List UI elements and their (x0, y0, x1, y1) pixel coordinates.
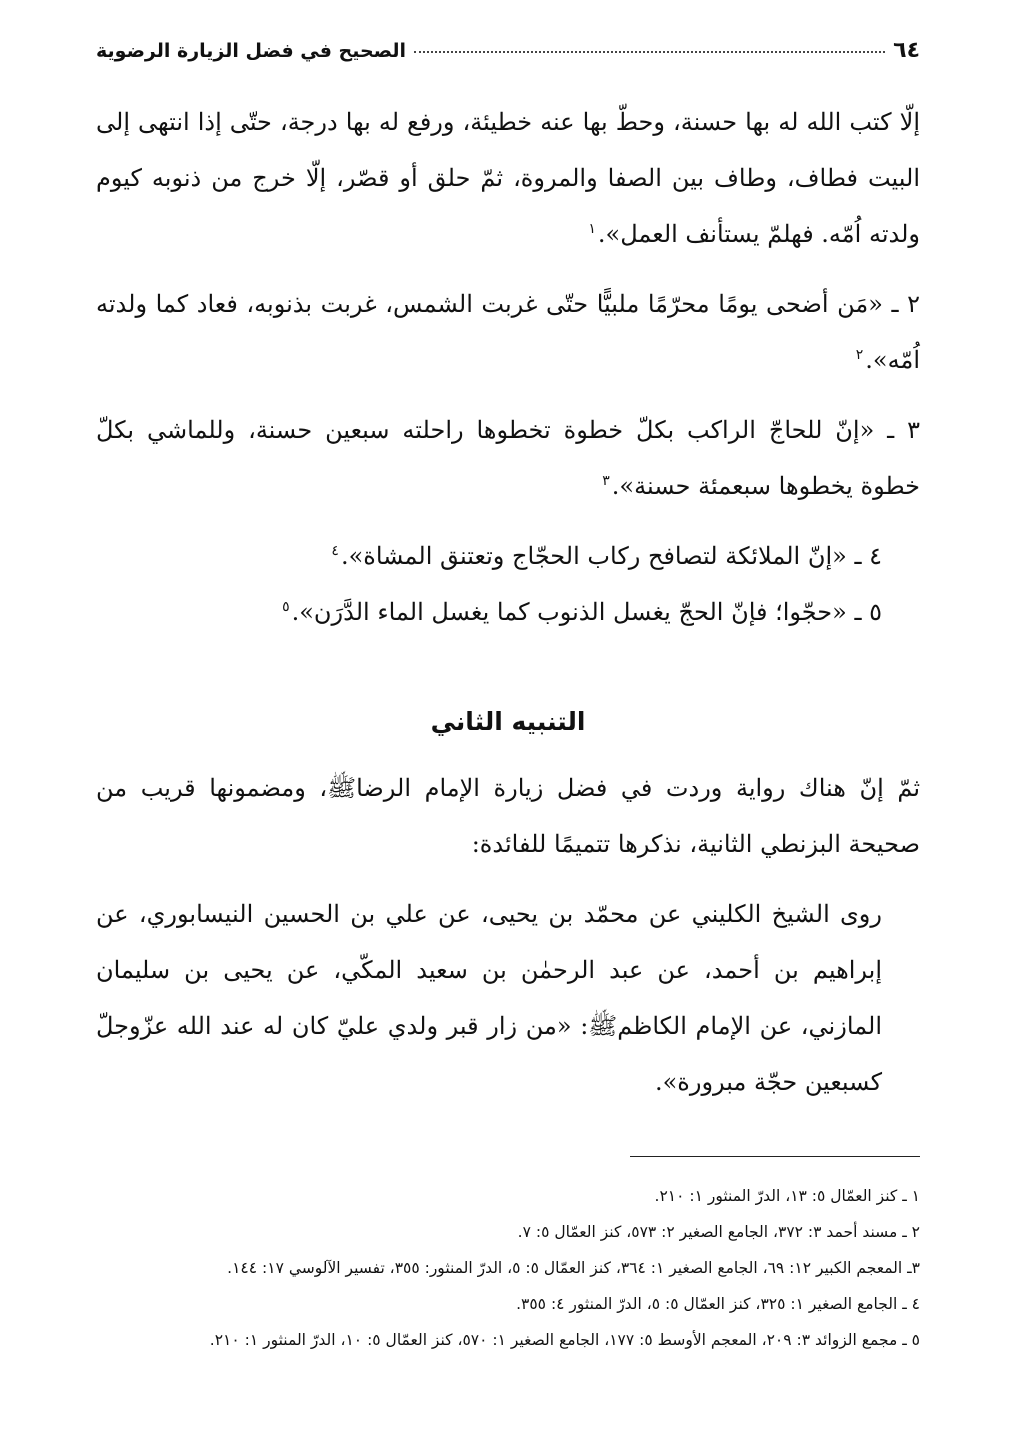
footnote-marker-5: ٥ (282, 599, 290, 615)
section-heading: التنبيه الثاني (430, 707, 586, 736)
paragraph-hadith-2 (96, 276, 920, 388)
footnote-marker-2: ٢ (855, 347, 864, 363)
running-header (96, 38, 920, 82)
footnote-divider (630, 1156, 920, 1157)
paragraph-text: ٣ ـ «إنّ للحاجّ الراكب بكلّ خطوة تخطوها راحلته سبعين حسنة، وللماشي بكلّ خطوة يخطوها سبعمئة حسنة». (96, 416, 920, 500)
footnote-1: ١ ـ كنز العمّال ٥: ١٣، الدرّ المنثور ١: ٢١٠. (654, 1187, 920, 1205)
page-number: ٦٤ (893, 38, 920, 63)
footnote-2: ٢ ـ مسند أحمد ٣: ٣٧٢، الجامع الصغير ٢: ٥٧٣، كنز العمّال ٥: ٧. (517, 1223, 920, 1241)
footnote-4: ٤ ـ الجامع الصغير ١: ٣٢٥، كنز العمّال ٥: ٥، الدرّ المنثور ٤: ٣٥٥. (516, 1295, 920, 1313)
book-page (96, 38, 920, 1432)
paragraph-hadith-3 (96, 402, 920, 514)
footnote-3: ٣ـ المعجم الكبير ١٢: ٦٩، الجامع الصغير ١: ٣٦٤، كنز العمّال ٥: ٥، الدرّ المنثور: ٣٥٥، تفسير الآلوسي ١٧: ١٤٤. (227, 1259, 920, 1277)
paragraph-hadith-continuation (96, 94, 920, 262)
paragraph-intro: ثمّ إنّ هناك رواية وردت في فضل زيارة الإمام الرضاﷺ، ومضمونها قريب من صحيحة البزنطي الثانية، نذكرها تتميمًا للفائدة: (96, 774, 920, 858)
footnote-5: ٥ ـ مجمع الزوائد ٣: ٢٠٩، المعجم الأوسط ٥: ١٧٧، الجامع الصغير ١: ٥٧٠، كنز العمّال ٥: ١٠، الدرّ المنثور ١: ٢١٠. (209, 1331, 920, 1349)
footnote-marker-3: ٣ (602, 473, 610, 489)
paragraph-text: ٥ ـ «حجّوا؛ فإنّ الحجّ يغسل الذنوب كما يغسل الماء الدَّرَن». (291, 598, 882, 626)
footnotes (88, 1178, 920, 1358)
running-title: الصحيح في فضل الزيارة الرضوية (96, 40, 407, 62)
footnote-marker-4: ٤ (331, 543, 339, 559)
paragraph-text: إلّا كتب الله له بها حسنة، وحطّ بها عنه خطيئة، ورفع له بها درجة، حتّى إذا انتهى إلى البيت فطاف، وطاف بين الصفا والمروة، ثمّ حلق أو قصّر، إلّا خرج من ذنوبه كيوم ولدته اُمّه. فهلمّ يستأنف العمل». (96, 108, 920, 248)
paragraph-hadith-5 (96, 584, 920, 640)
paragraph-hadith-4 (96, 528, 920, 584)
footnote-marker-1: ١ (588, 221, 596, 237)
paragraph-text: ٢ ـ «مَن أضحى يومًا محرّمًا ملبيًّا حتّى غربت الشمس، غربت بذنوبه، فعاد كما ولدته اُمّه». (96, 290, 920, 374)
paragraph-narration: روى الشيخ الكليني عن محمّد بن يحيى، عن علي بن الحسين النيسابوري، عن إبراهيم بن أحمد، عن عبد الرحمٰن بن سعيد المكّي، عن يحيى بن سليمان المازني، عن الإمام الكاظمﷺ: «من زار قبر ولدي عليّ كان له عند الله عزّوجلّ كسبعين حجّة مبرورة». (96, 900, 882, 1096)
paragraph-text: ٤ ـ «إنّ الملائكة لتصافح ركاب الحجّاج وتعتنق المشاة». (340, 542, 882, 570)
header-dot-leader (414, 51, 885, 53)
